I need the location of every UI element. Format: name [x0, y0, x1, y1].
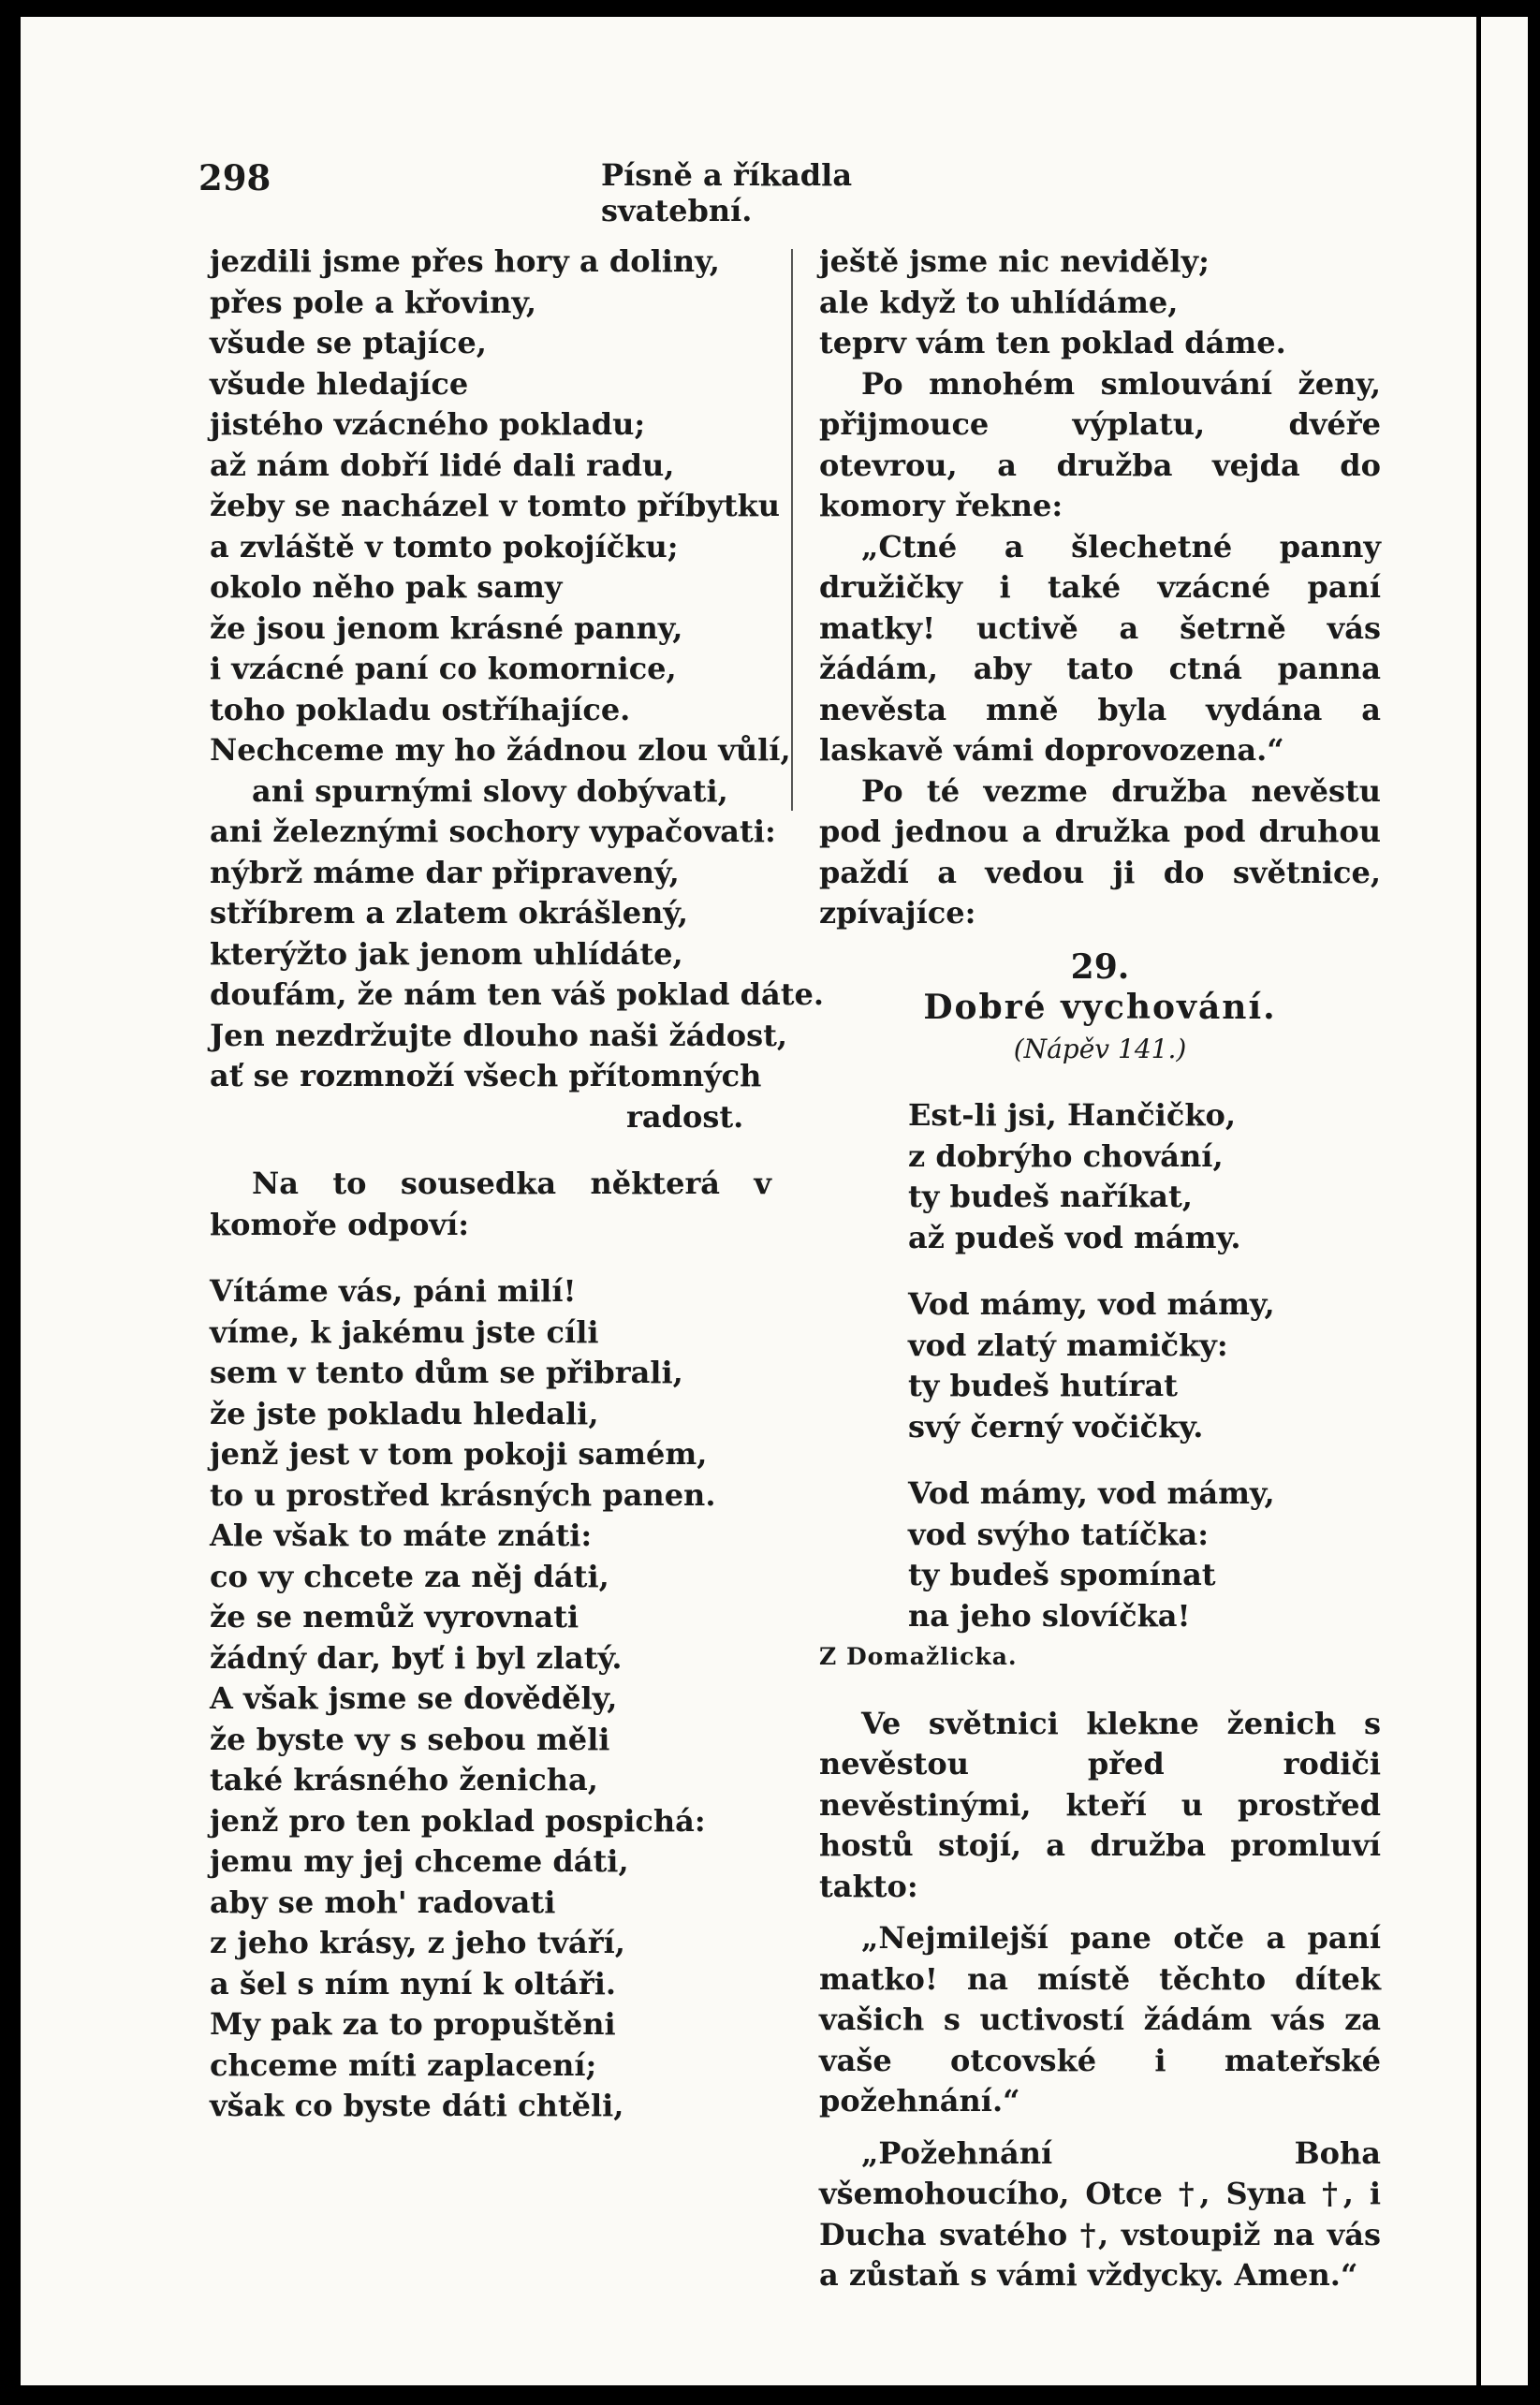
- spacer: [819, 1907, 1381, 1918]
- text-line: ale když to uhlídáme,: [819, 284, 1179, 320]
- paragraph: Po té vezme družba nevěstu pod jednou a družka pod druhou paždí a vedou ji do světnice, zpívajíce:: [819, 772, 1381, 931]
- text-line: My pak za to propuštěni: [210, 2006, 616, 2042]
- next-page-edge: [1481, 17, 1528, 2385]
- right-column: [819, 242, 1381, 2296]
- text-line: ani spurnými slovy dobývati,: [252, 772, 728, 809]
- text-line: stříbrem a zlatem okrášlený,: [210, 895, 689, 931]
- text-line: chceme míti zaplacení;: [210, 2046, 597, 2083]
- paragraph: „Nejmilejší pane otče a paní matko! na místě těchto dítek vašich s uctivostí žádám vás za vaše otcovské i mateřské požehnání.“: [819, 1920, 1381, 2119]
- text-line: sem v tento dům se přibrali,: [210, 1355, 683, 1390]
- spacer: [819, 1447, 1381, 1474]
- paragraph: „Ctné a šlechetné panny družičky i také vzácné paní matky! uctivě a šetrně vás žádám, aby tato ctná panna nevěsta mně byla vydána a laskavě vámi doprovozena.“: [819, 528, 1381, 768]
- text-line: Jen nezdržujte dlouho naši žádost,: [210, 1017, 787, 1053]
- poem-part-2: [210, 1271, 771, 2127]
- verse-line: ty budeš hutírat: [908, 1368, 1178, 1403]
- text-line: Nechceme my ho žádnou zlou vůlí,: [210, 732, 791, 768]
- paragraph: Ve světnici klekne ženich s nevěstou před rodiči nevěstinými, kteří u prostřed hostů stojí, a družba promluví takto:: [819, 1705, 1381, 1904]
- spacer: [210, 1245, 771, 1271]
- text-line: a zvláště v tomto pokojíčku;: [210, 528, 679, 565]
- text-line: že jsou jenom krásné panny,: [210, 609, 683, 646]
- text-line: žeby se nacházel v tomto příbytku: [210, 488, 781, 523]
- text-line: teprv vám ten poklad dáme.: [819, 325, 1286, 360]
- spacer: [819, 1258, 1381, 1284]
- verse-line: na jeho slovíčka!: [908, 1597, 1191, 1634]
- column-divider: [791, 249, 793, 811]
- text-line: okolo něho pak samy: [210, 569, 563, 605]
- stanza: [819, 1474, 1381, 1636]
- poem-part-1: [210, 242, 825, 1137]
- text-line: až nám dobří lidé dali radu,: [210, 447, 675, 483]
- spacer: [819, 2122, 1381, 2134]
- text-line: také krásného ženicha,: [210, 1762, 598, 1797]
- tune-reference: (Nápěv 141.): [1013, 1033, 1187, 1064]
- text-line: jenž pro ten poklad pospichá:: [210, 1802, 706, 1839]
- left-column: [210, 242, 825, 2127]
- text-line: A však jsme se dověděly,: [210, 1680, 618, 1716]
- verse-line: Vod mámy, vod mámy,: [908, 1475, 1275, 1511]
- text-line: jezdili jsme přes hory a doliny,: [210, 243, 720, 279]
- verse-line: vod zlatý mamičky:: [908, 1327, 1228, 1363]
- text-line: všude hledajíce: [210, 365, 469, 402]
- running-title: Písně a říkadla svatební.: [601, 157, 853, 228]
- text-line: však co byste dáti chtěli,: [210, 2088, 624, 2123]
- paragraph: „Požehnání Boha všemohoucího, Otce †, Syna †, i Ducha svatého †, vstoupiž na vás a zůstaň s vámi vždycky. Amen.“: [819, 2134, 1381, 2293]
- paragraph: Po mnohém smlouvání ženy, přijmouce výplatu, dvéře otevrou, a družba vejda do komory řekne:: [819, 365, 1381, 523]
- text-line: co vy chcete za něj dáti,: [210, 1558, 609, 1594]
- text-line: jenž jest v tom pokoji samém,: [210, 1436, 708, 1472]
- text-line: že se nemůž vyrovnati: [210, 1599, 579, 1635]
- text-line: žádný dar, byť i byl zlatý.: [210, 1639, 623, 1676]
- verse-line: až pudeš vod mámy.: [908, 1219, 1241, 1255]
- text-line: a šel s ním nyní k oltáři.: [210, 1965, 617, 2002]
- text-line: jistého vzácného pokladu;: [210, 406, 646, 442]
- text-line: víme, k jakému jste cíli: [210, 1313, 599, 1350]
- verse-line: ty budeš spomínat: [908, 1557, 1216, 1592]
- text-line: ať se rozmnoží všech přítomných: [210, 1058, 762, 1093]
- song-number: 29.: [1070, 946, 1130, 987]
- verse-line: vod svýho tatíčka:: [908, 1516, 1210, 1552]
- text-line: všude se ptajíce,: [210, 325, 487, 360]
- source-note: Z Domažlicka.: [819, 1643, 1018, 1670]
- verse-line: z dobrýho chování,: [908, 1137, 1224, 1174]
- text-line: že jste pokladu hledali,: [210, 1395, 599, 1431]
- verse-line: Vod mámy, vod mámy,: [908, 1286, 1275, 1322]
- text-line: ani železnými sochory vypačovati:: [210, 814, 776, 849]
- text-line: nýbrž máme dar připravený,: [210, 854, 680, 890]
- text-line: že byste vy s sebou měli: [210, 1721, 610, 1757]
- page-number: 298: [198, 157, 271, 198]
- verse-line: ty budeš naříkat,: [908, 1179, 1193, 1214]
- text-line: to u prostřed krásných panen.: [210, 1476, 716, 1513]
- spacer: [210, 1137, 771, 1164]
- text-line: aby se moh' radovati: [210, 1884, 556, 1920]
- text-line: Ale však to máte znáti:: [210, 1518, 593, 1553]
- text-line: doufám, že nám ten váš poklad dáte.: [210, 976, 825, 1012]
- stanza: [819, 1095, 1381, 1258]
- song-title: Dobré vychování.: [923, 988, 1277, 1027]
- verse-line: svý černý vočičky.: [908, 1408, 1204, 1444]
- stanza: [819, 1284, 1381, 1447]
- text-line: jemu my jej chceme dáti,: [210, 1843, 629, 1879]
- book-page: [21, 17, 1476, 2385]
- text-line: radost.: [626, 1098, 744, 1135]
- text-line: ještě jsme nic neviděly;: [819, 243, 1210, 279]
- page-header: [189, 157, 985, 228]
- text-line: přes pole a křoviny,: [210, 284, 537, 320]
- text-line: Vítáme vás, páni milí!: [210, 1273, 577, 1309]
- spacer: [819, 1678, 1381, 1704]
- spacer: [819, 1069, 1381, 1095]
- text-line: toho pokladu ostříhajíce.: [210, 691, 631, 727]
- verse-line: Est-li jsi, Hančičko,: [908, 1097, 1236, 1133]
- paragraph: Na to sousedka některá v komoře odpoví:: [210, 1166, 771, 1242]
- text-line: z jeho krásy, z jeho tváří,: [210, 1925, 625, 1960]
- text-line: kterýžto jak jenom uhlídáte,: [210, 935, 683, 972]
- text-line: i vzácné paní co komornice,: [210, 651, 677, 686]
